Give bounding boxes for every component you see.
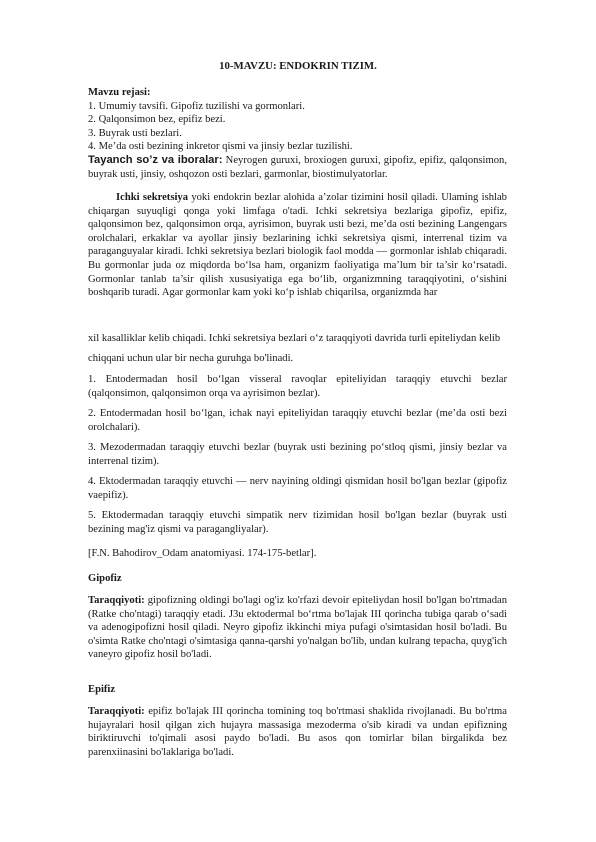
keywords-paragraph [88, 154, 507, 181]
section-heading-gipofiz: Gipofiz [88, 573, 122, 584]
intro-text: yoki endokrin bezlar alohida a’zolar tizimini hosil qiladi. Ulaming ishlab chiqargan suyuqligi qonga yoki limfaga o'tadi. Ichki sekretsiya bezlariga gipofiz, epifiz, qalqonsimon bez, qalqonsimon orqa, ayrisimon, buyrak usti bezi, me’da osti bezining Langengars orolchalari, erkaklar va ayollar jinsiy bezlarining ichki sekretsiya qismi, interrenal tizim va paraganguyalar kiradi. Ichki sekretsiya bezlari biologik faol modda — gormonlar ishlab chiqaradi. Bu gormonlar juda oz miqdorda bo‘lsa ham, organizm faoliyatiga ma’lum bir ta’sir ko‘rsatadi. Gormonlar tanlab ta’sir qilish xususiyatiga ega bo‘lib, organizmning taraqqiyotini, o‘sishini boshqarib turadi. Agar gormonlar kam yoki ko‘p ishlab chiqarilsa, organizmda har [88, 192, 507, 299]
topic-plan [88, 86, 507, 154]
intro-paragraph [88, 191, 507, 300]
plan-item: 3. Buyrak usti bezlari. [88, 127, 182, 139]
plan-item: 2. Qalqonsimon bez, epifiz bezi. [88, 114, 226, 126]
source-reference: [F.N. Bahodirov_Odam anatomiyasi. 174-175-betlar]. [88, 548, 317, 559]
plan-item: 1. Umumiy tavsifi. Gipofiz tuzilishi va gormonlari. [88, 100, 305, 112]
intro-term: Ichki sekretsiya [116, 192, 188, 203]
group-item: 3. Mezodermadan taraqqiy etuvchi bezlar (buyrak usti bezining po‘stloq qismi, jinsiy bezlar va interrenal tizim). [88, 442, 507, 467]
epifiz-label: Taraqqiyoti: [88, 706, 145, 717]
gipofiz-text: gipofizning oldingi bo'lagi og'iz ko'rfazi devoir epiteliydan hosil bo'lgan bo'rtmadan (Ratke cho'ntagi) taraqqiy etadi. J3u ektodermal bo‘rtma bo'lajak III qorincha tubiga qarab o‘sadi va adenogipofizni hosil qiladi. Neyro gipofiz ikkinchi miya pufagi o'simtasidan hosil bo'ladi. Bu o'simta Ratke cho'ntagi o'simtasiga qanna-qarshi yo'nalgan bo'lib, undan kulrang tepacha, quyg'ich vaneyro gipofiz hosil bo'ladi. [88, 595, 507, 661]
group-item: 1. Entodermadan hosil bo‘lgan visseral ravoqlar epiteliyidan taraqqiy etuvchi bezlar (qalqonsimon, qalqonsimon orqa va ayrisimon bezlar). [88, 374, 507, 399]
gipofiz-label: Taraqqiyoti: [88, 595, 145, 606]
section-heading-epifiz: Epifiz [88, 684, 116, 695]
epifiz-paragraph [88, 705, 507, 759]
gipofiz-paragraph [88, 594, 507, 662]
continuation-line: xil kasalliklar kelib chiqadi. Ichki sekretsiya bezlari o‘z taraqqiyoti davrida turli epiteliydan kelib [88, 333, 501, 344]
keywords-text: Neyrogen guruxi, broxiogen guruxi, gipofiz, epifiz, qalqonsimon, buyrak usti, jinsiy, oshqozon osti bezlari, garmonlar, biostimulyatorlar. [88, 155, 507, 180]
continuation-line: chiqqani uchun ular bir necha guruhga bo'linadi. [88, 353, 294, 364]
page-title: 10-MAVZU: ENDOKRIN TIZIM. [219, 60, 377, 72]
group-item: 4. Ektodermadan taraqqiy etuvchi — nerv nayining oldingi qismidan hosil bo'lgan bezlar (gipofiz vaepifiz). [88, 476, 507, 501]
group-item: 2. Entodermadan hosil bo‘lgan, ichak nayi epiteliyidan taraqqiy etuvchi bezlar (me’da osti bezi orolchalari). [88, 408, 507, 433]
plan-heading: Mavzu rejasi: [88, 87, 151, 98]
keywords-label: Tayanch so’z va iboralar: [88, 154, 223, 166]
plan-item: 4. Me’da osti bezining inkretor qismi va jinsiy bezlar tuzilishi. [88, 141, 353, 153]
group-item: 5. Ektodermadan taraqqiy etuvchi simpatik nerv tizimidan hosil bo'lgan bezlar (buyrak usti bezining mag'iz qismi va paragangliyalar). [88, 510, 507, 535]
epifiz-text: epifiz bo'lajak III qorincha tomining toq bo'rtmasi shaklida rivojlanadi. Bu bo'rtma hujayralari hosil qilgan zich hujayra massasiga mezoderma o'sib kiradi va undan epifizning biriktiruvchi to'qimali asosi paydo bo'ladi. Bu asos qon tomirlar bilan birgalikda bez parenxiinasini bo'laklariga bo'ladi. [88, 706, 507, 758]
